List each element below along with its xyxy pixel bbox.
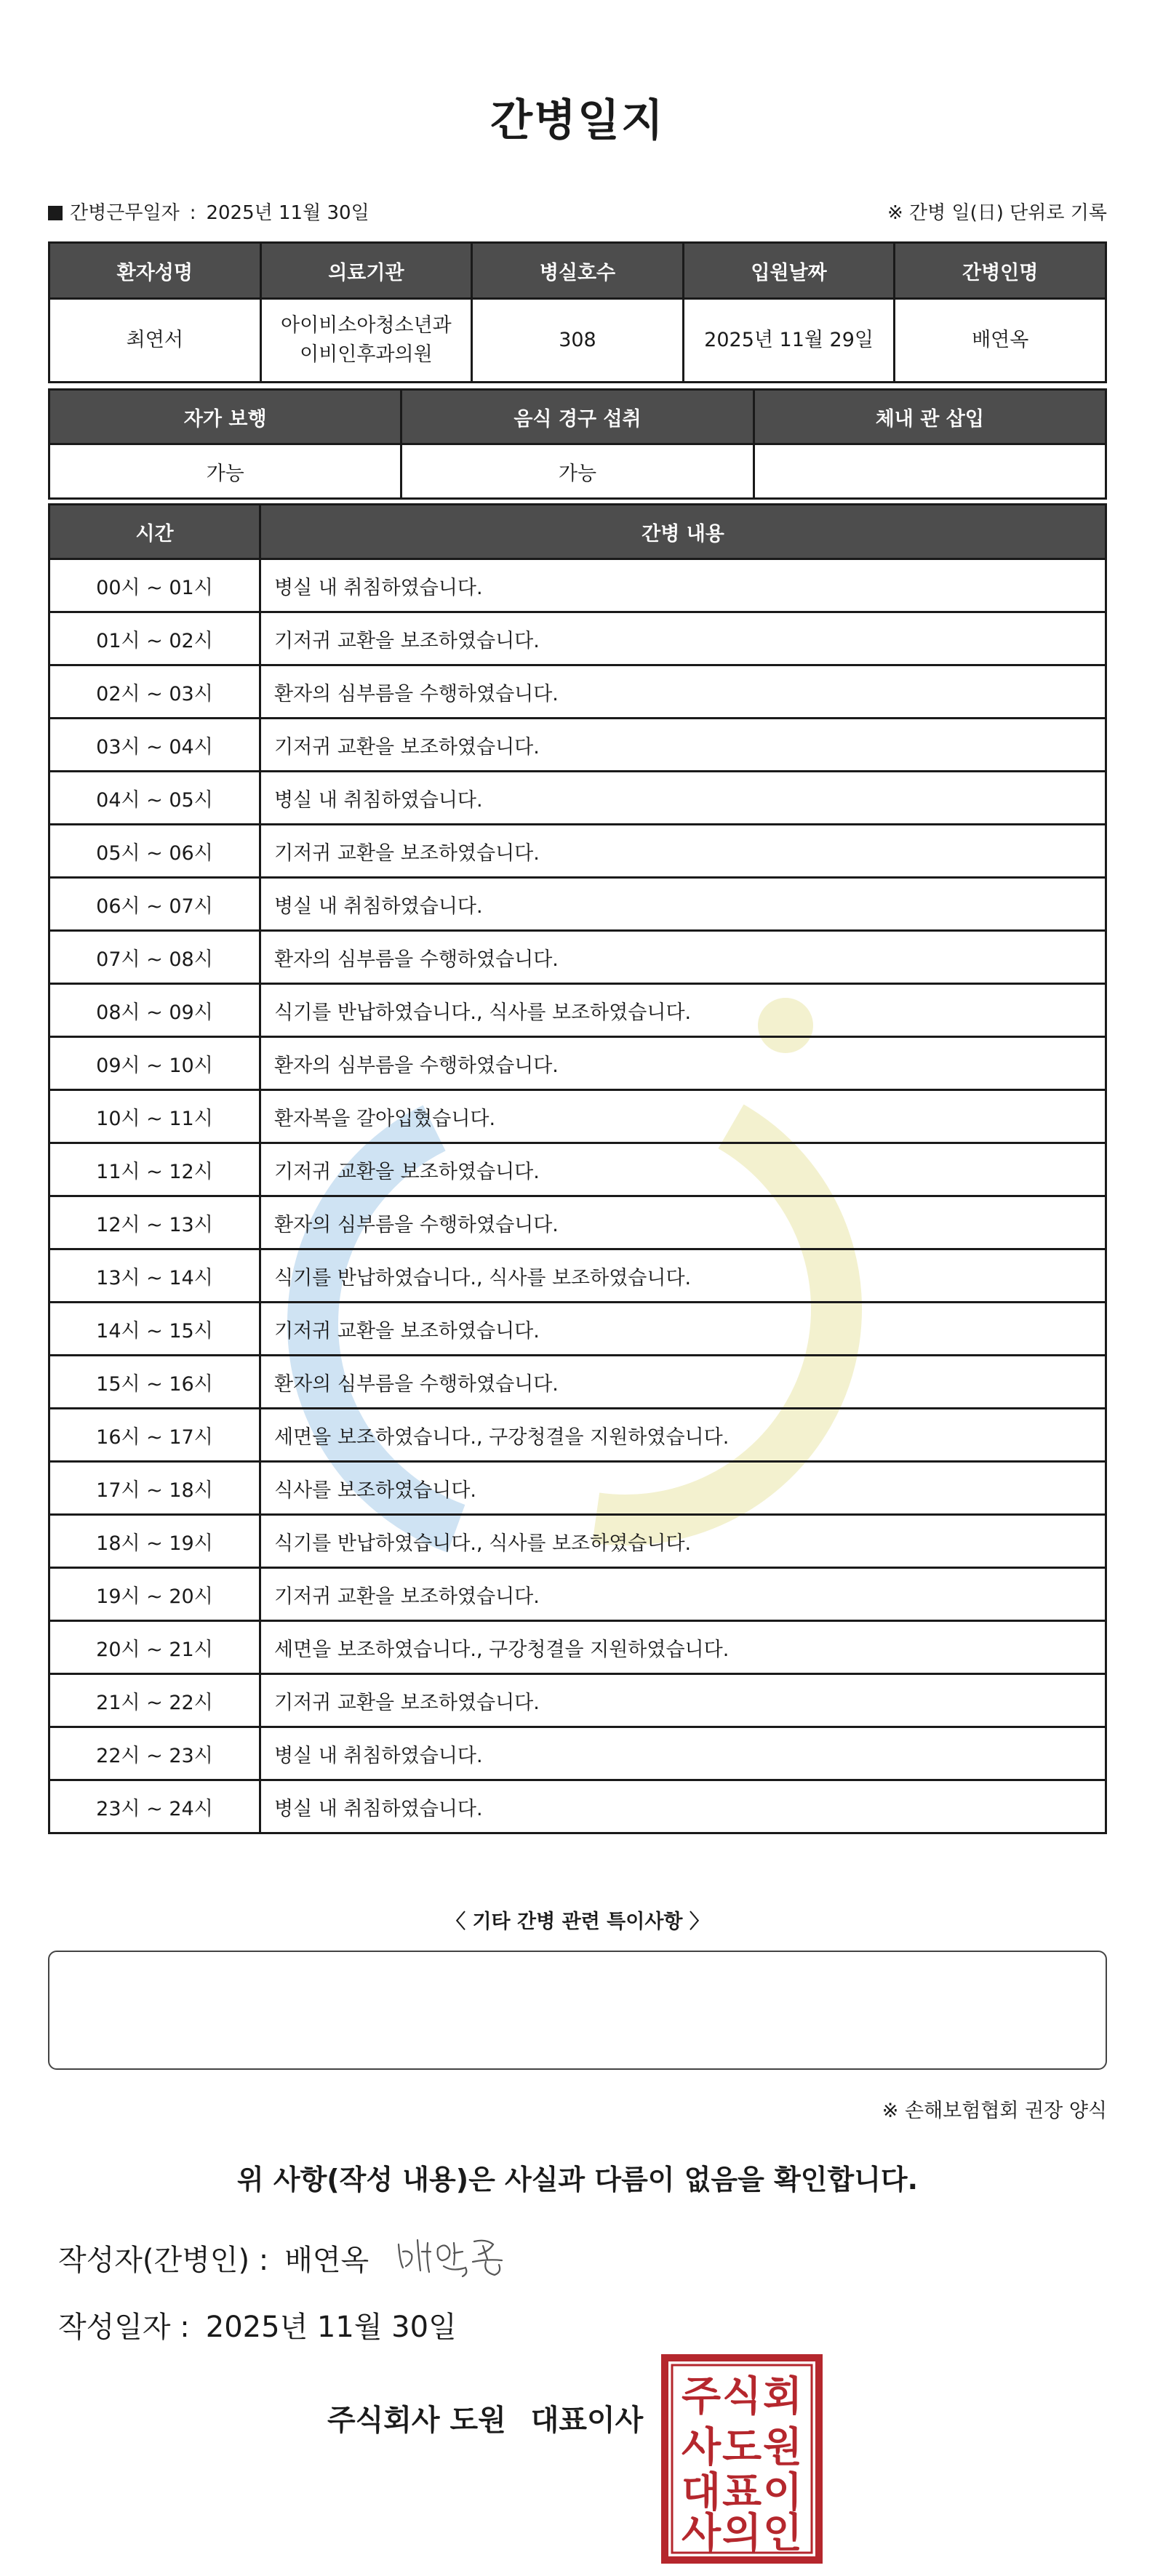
tube-insertion-value (754, 444, 1106, 499)
header-admission-date: 입원날짜 (683, 243, 895, 299)
content-cell: 식기를 반납하였습니다., 식사를 보조하였습니다. (260, 1515, 1106, 1568)
content-cell: 기저귀 교환을 보조하였습니다. (260, 1143, 1106, 1196)
table-row (49, 1090, 1106, 1143)
company-seal-stamp (660, 2353, 823, 2564)
caregiver-name: 배연옥 (895, 299, 1106, 383)
care-log-table (48, 503, 1107, 1834)
content-cell: 환자의 심부름을 수행하였습니다. (260, 1196, 1106, 1249)
svg-text:원: 원 (762, 2424, 803, 2471)
header-care-content: 간병 내용 (260, 505, 1106, 559)
handwritten-signature (393, 2230, 524, 2281)
work-date-value: 2025년 11월 30일 (206, 202, 369, 224)
svg-text:표: 표 (722, 2469, 762, 2516)
oral-intake-value: 가능 (401, 444, 754, 499)
content-cell: 기저귀 교환을 보조하였습니다. (260, 719, 1106, 772)
content-cell: 병실 내 취침하였습니다. (260, 1780, 1106, 1833)
header-time: 시간 (49, 505, 260, 559)
time-cell: 07시 ~ 08시 (49, 931, 260, 984)
writer-name: 배연옥 (284, 2244, 369, 2277)
table-row (49, 1303, 1106, 1356)
svg-text:회: 회 (762, 2373, 803, 2420)
table-row (49, 665, 1106, 719)
time-cell: 17시 ~ 18시 (49, 1462, 260, 1515)
header-self-walking: 자가 보행 (49, 390, 401, 444)
content-cell: 세면을 보조하였습니다., 구강청결을 지원하였습니다. (260, 1409, 1106, 1462)
write-date-line (58, 2304, 457, 2345)
admission-date: 2025년 11월 29일 (683, 299, 895, 383)
colon-separator: : (189, 202, 196, 224)
content-cell: 기저귀 교환을 보조하였습니다. (260, 1568, 1106, 1621)
work-date-label: 간병근무일자 (70, 202, 180, 224)
writer-line (58, 2237, 369, 2279)
form-source-note: ※ 손해보험협회 권장 양식 (882, 2100, 1107, 2122)
svg-text:사: 사 (681, 2510, 722, 2557)
time-cell: 15시 ~ 16시 (49, 1356, 260, 1409)
table-row (49, 1515, 1106, 1568)
content-cell: 병실 내 취침하였습니다. (260, 878, 1106, 931)
time-cell: 11시 ~ 12시 (49, 1143, 260, 1196)
self-walking-value: 가능 (49, 444, 401, 499)
content-cell: 환자의 심부름을 수행하였습니다. (260, 931, 1106, 984)
content-cell: 기저귀 교환을 보조하였습니다. (260, 1674, 1106, 1727)
write-date-label: 작성일자 : (58, 2311, 190, 2344)
time-cell: 20시 ~ 21시 (49, 1621, 260, 1674)
svg-text:이: 이 (762, 2469, 803, 2516)
patient-status-table (48, 388, 1107, 500)
header-oral-intake: 음식 경구 섭취 (401, 390, 754, 444)
time-cell: 12시 ~ 13시 (49, 1196, 260, 1249)
time-cell: 19시 ~ 20시 (49, 1568, 260, 1621)
content-cell: 기저귀 교환을 보조하였습니다. (260, 825, 1106, 878)
svg-text:식: 식 (722, 2373, 762, 2420)
header-caregiver: 간병인명 (895, 243, 1106, 299)
table-row (49, 559, 1106, 612)
svg-text:인: 인 (762, 2510, 803, 2557)
content-cell: 환자의 심부름을 수행하였습니다. (260, 1356, 1106, 1409)
svg-text:사: 사 (681, 2424, 722, 2471)
content-cell: 식사를 보조하였습니다. (260, 1462, 1106, 1515)
time-cell: 00시 ~ 01시 (49, 559, 260, 612)
content-cell: 식기를 반납하였습니다., 식사를 보조하였습니다. (260, 1249, 1106, 1303)
table-row (49, 1462, 1106, 1515)
time-cell: 05시 ~ 06시 (49, 825, 260, 878)
table-row (49, 1780, 1106, 1833)
time-cell: 22시 ~ 23시 (49, 1727, 260, 1780)
table-row (49, 1727, 1106, 1780)
time-cell: 09시 ~ 10시 (49, 1037, 260, 1090)
special-notes-box (48, 1951, 1107, 2070)
header-hospital: 의료기관 (260, 243, 472, 299)
table-row (49, 772, 1106, 825)
content-cell: 세면을 보조하였습니다., 구강청결을 지원하였습니다. (260, 1621, 1106, 1674)
table-row (49, 1037, 1106, 1090)
time-cell: 08시 ~ 09시 (49, 984, 260, 1037)
table-row (49, 1196, 1106, 1249)
time-cell: 18시 ~ 19시 (49, 1515, 260, 1568)
table-row (49, 984, 1106, 1037)
time-cell: 06시 ~ 07시 (49, 878, 260, 931)
time-cell: 04시 ~ 05시 (49, 772, 260, 825)
record-unit-note: ※ 간병 일(日) 단위로 기록 (887, 202, 1107, 224)
table-row (49, 1674, 1106, 1727)
content-cell: 병실 내 취침하였습니다. (260, 1727, 1106, 1780)
svg-text:주: 주 (681, 2373, 722, 2420)
hospital-name (260, 299, 472, 383)
time-cell: 13시 ~ 14시 (49, 1249, 260, 1303)
time-cell: 14시 ~ 15시 (49, 1303, 260, 1356)
table-row (49, 612, 1106, 665)
time-cell: 21시 ~ 22시 (49, 1674, 260, 1727)
table-row (49, 1143, 1106, 1196)
content-cell: 기저귀 교환을 보조하였습니다. (260, 612, 1106, 665)
document-title: 간병일지 (490, 95, 665, 146)
header-tube-insertion: 체내 관 삽입 (754, 390, 1106, 444)
patient-info-table (48, 241, 1107, 383)
time-cell: 02시 ~ 03시 (49, 665, 260, 719)
patient-name: 최연서 (49, 299, 261, 383)
special-notes-title: 〈 기타 간병 관련 특이사항 〉 (446, 1911, 709, 1933)
content-cell: 병실 내 취침하였습니다. (260, 559, 1106, 612)
table-row (49, 1356, 1106, 1409)
confirmation-statement: 위 사항(작성 내용)은 사실과 다름이 없음을 확인합니다. (236, 2164, 919, 2196)
hospital-line-2: 이비인후과의원 (300, 343, 433, 366)
content-cell: 병실 내 취침하였습니다. (260, 772, 1106, 825)
room-number: 308 (472, 299, 684, 383)
table-row (49, 719, 1106, 772)
write-date-value: 2025년 11월 30일 (205, 2311, 457, 2344)
table-row (49, 878, 1106, 931)
writer-label: 작성자(간병인) : (58, 2244, 269, 2277)
content-cell: 환자의 심부름을 수행하였습니다. (260, 1037, 1106, 1090)
time-cell: 03시 ~ 04시 (49, 719, 260, 772)
content-cell: 환자의 심부름을 수행하였습니다. (260, 665, 1106, 719)
work-date (48, 198, 369, 225)
content-cell: 환자복을 갈아입혔습니다. (260, 1090, 1106, 1143)
svg-text:의: 의 (722, 2510, 762, 2557)
table-row (49, 1409, 1106, 1462)
table-row (49, 1621, 1106, 1674)
meta-row (48, 198, 1107, 227)
time-cell: 23시 ~ 24시 (49, 1780, 260, 1833)
hospital-line-1: 아이비소아청소년과 (281, 314, 452, 337)
company-name: 주식회사 도원 (327, 2404, 506, 2437)
header-room: 병실호수 (472, 243, 684, 299)
content-cell: 식기를 반납하였습니다., 식사를 보조하였습니다. (260, 984, 1106, 1037)
time-cell: 10시 ~ 11시 (49, 1090, 260, 1143)
header-patient-name: 환자성명 (49, 243, 261, 299)
svg-text:대: 대 (681, 2469, 722, 2516)
table-row (49, 825, 1106, 878)
company-line (327, 2397, 643, 2439)
table-row (49, 1249, 1106, 1303)
table-row (49, 931, 1106, 984)
time-cell: 16시 ~ 17시 (49, 1409, 260, 1462)
square-bullet-icon (48, 206, 63, 220)
table-row (49, 1568, 1106, 1621)
svg-text:도: 도 (722, 2424, 762, 2471)
content-cell: 기저귀 교환을 보조하였습니다. (260, 1303, 1106, 1356)
time-cell: 01시 ~ 02시 (49, 612, 260, 665)
company-representative-title: 대표이사 (530, 2404, 644, 2437)
